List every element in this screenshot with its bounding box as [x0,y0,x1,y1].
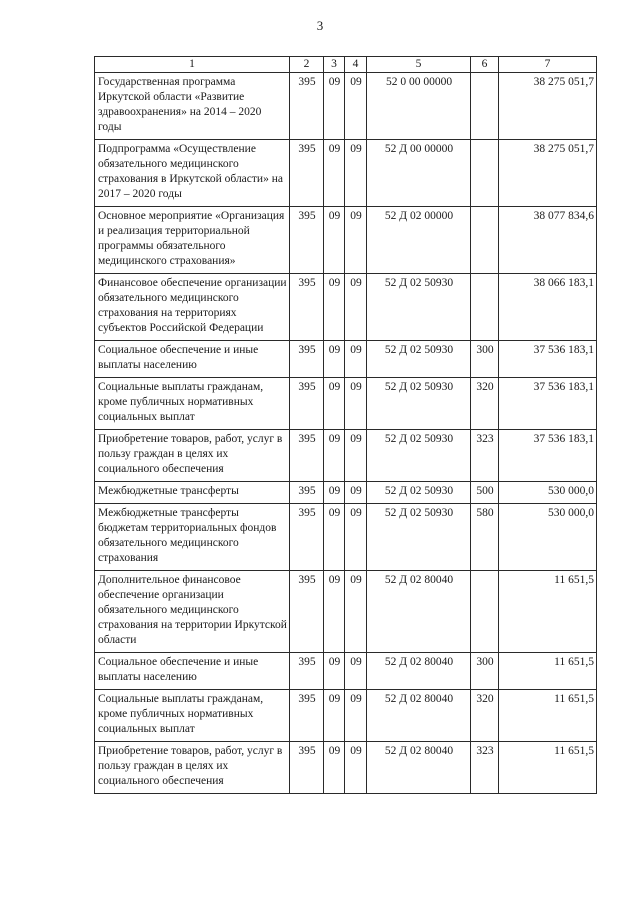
row-section-code: 09 [324,690,345,742]
row-section-code: 09 [324,742,345,794]
row-subsection-code: 09 [345,378,367,430]
row-expense-type [471,571,499,653]
row-subsection-code: 09 [345,571,367,653]
header-col-3: 3 [324,57,345,73]
row-subsection-code: 09 [345,140,367,207]
row-grbs-code: 395 [290,274,324,341]
row-section-code: 09 [324,430,345,482]
row-subsection-code: 09 [345,690,367,742]
row-grbs-code: 395 [290,207,324,274]
row-subsection-code: 09 [345,341,367,378]
row-subsection-code: 09 [345,430,367,482]
page-number: 3 [316,18,324,33]
table-row [95,140,597,207]
row-subsection-code: 09 [345,73,367,140]
row-grbs-code: 395 [290,742,324,794]
row-expense-type: 500 [471,482,499,504]
table-row [95,73,597,140]
row-amount: 530 000,0 [499,482,597,504]
row-expense-type [471,140,499,207]
row-section-code: 09 [324,140,345,207]
row-grbs-code: 395 [290,690,324,742]
row-target-article: 52 0 00 00000 [367,73,471,140]
row-amount: 37 536 183,1 [499,378,597,430]
table-row [95,504,597,571]
row-grbs-code: 395 [290,504,324,571]
row-expense-type: 300 [471,653,499,690]
row-name: Государственная программа Иркутской области «Развитие здравоохранения» на 2014 – 2020 годы [95,73,290,140]
header-col-5: 5 [367,57,471,73]
row-grbs-code: 395 [290,653,324,690]
table-row [95,207,597,274]
row-subsection-code: 09 [345,504,367,571]
row-name: Приобретение товаров, работ, услуг в пользу граждан в целях их социального обеспечения [95,430,290,482]
row-grbs-code: 395 [290,378,324,430]
row-target-article: 52 Д 02 50930 [367,378,471,430]
row-name: Межбюджетные трансферты бюджетам территориальных фондов обязательного медицинского страхования [95,504,290,571]
row-target-article: 52 Д 02 80040 [367,690,471,742]
header-col-1: 1 [95,57,290,73]
row-name: Приобретение товаров, работ, услуг в пользу граждан в целях их социального обеспечения [95,742,290,794]
row-subsection-code: 09 [345,482,367,504]
row-subsection-code: 09 [345,653,367,690]
row-name: Основное мероприятие «Организация и реализация территориальной программы обязательного медицинского страхования» [95,207,290,274]
row-section-code: 09 [324,274,345,341]
row-section-code: 09 [324,571,345,653]
row-target-article: 52 Д 02 50930 [367,341,471,378]
row-expense-type [471,73,499,140]
row-expense-type [471,274,499,341]
row-section-code: 09 [324,207,345,274]
row-grbs-code: 395 [290,341,324,378]
row-amount: 11 651,5 [499,653,597,690]
table-row [95,571,597,653]
header-col-4: 4 [345,57,367,73]
row-subsection-code: 09 [345,207,367,274]
row-subsection-code: 09 [345,274,367,341]
row-expense-type: 300 [471,341,499,378]
table-row [95,690,597,742]
row-grbs-code: 395 [290,482,324,504]
row-subsection-code: 09 [345,742,367,794]
row-name: Дополнительное финансовое обеспечение организации обязательного медицинского страхования на территории Иркутской области [95,571,290,653]
table-row [95,482,597,504]
header-row [95,57,597,73]
row-grbs-code: 395 [290,140,324,207]
row-target-article: 52 Д 02 50930 [367,482,471,504]
row-expense-type: 320 [471,378,499,430]
row-grbs-code: 395 [290,73,324,140]
row-target-article: 52 Д 02 50930 [367,430,471,482]
row-expense-type: 580 [471,504,499,571]
row-expense-type [471,207,499,274]
row-target-article: 52 Д 02 50930 [367,274,471,341]
header-col-6: 6 [471,57,499,73]
row-amount: 38 275 051,7 [499,73,597,140]
table-row [95,378,597,430]
row-amount: 38 275 051,7 [499,140,597,207]
budget-table [94,56,597,794]
row-target-article: 52 Д 02 80040 [367,742,471,794]
header-col-2: 2 [290,57,324,73]
row-amount: 530 000,0 [499,504,597,571]
row-amount: 37 536 183,1 [499,430,597,482]
row-target-article: 52 Д 02 00000 [367,207,471,274]
row-section-code: 09 [324,378,345,430]
row-section-code: 09 [324,341,345,378]
row-name: Социальные выплаты гражданам, кроме публичных нормативных социальных выплат [95,378,290,430]
row-amount: 37 536 183,1 [499,341,597,378]
row-amount: 11 651,5 [499,742,597,794]
table-row [95,653,597,690]
row-amount: 38 077 834,6 [499,207,597,274]
row-target-article: 52 Д 02 80040 [367,571,471,653]
row-section-code: 09 [324,504,345,571]
row-name: Финансовое обеспечение организации обязательного медицинского страхования на территориях субъектов Российской Федерации [95,274,290,341]
row-grbs-code: 395 [290,430,324,482]
row-name: Социальное обеспечение и иные выплаты населению [95,341,290,378]
row-target-article: 52 Д 02 80040 [367,653,471,690]
header-col-7: 7 [499,57,597,73]
row-amount: 11 651,5 [499,571,597,653]
row-name: Подпрограмма «Осуществление обязательного медицинского страхования в Иркутской области» на 2017 – 2020 годы [95,140,290,207]
row-expense-type: 320 [471,690,499,742]
table-row [95,742,597,794]
row-expense-type: 323 [471,430,499,482]
table-row [95,430,597,482]
row-target-article: 52 Д 02 50930 [367,504,471,571]
row-amount: 38 066 183,1 [499,274,597,341]
row-amount: 11 651,5 [499,690,597,742]
row-target-article: 52 Д 00 00000 [367,140,471,207]
row-grbs-code: 395 [290,571,324,653]
row-section-code: 09 [324,482,345,504]
row-section-code: 09 [324,653,345,690]
row-name: Социальные выплаты гражданам, кроме публичных нормативных социальных выплат [95,690,290,742]
row-section-code: 09 [324,73,345,140]
row-name: Межбюджетные трансферты [95,482,290,504]
row-name: Социальное обеспечение и иные выплаты населению [95,653,290,690]
row-expense-type: 323 [471,742,499,794]
table-row [95,341,597,378]
table-row [95,274,597,341]
